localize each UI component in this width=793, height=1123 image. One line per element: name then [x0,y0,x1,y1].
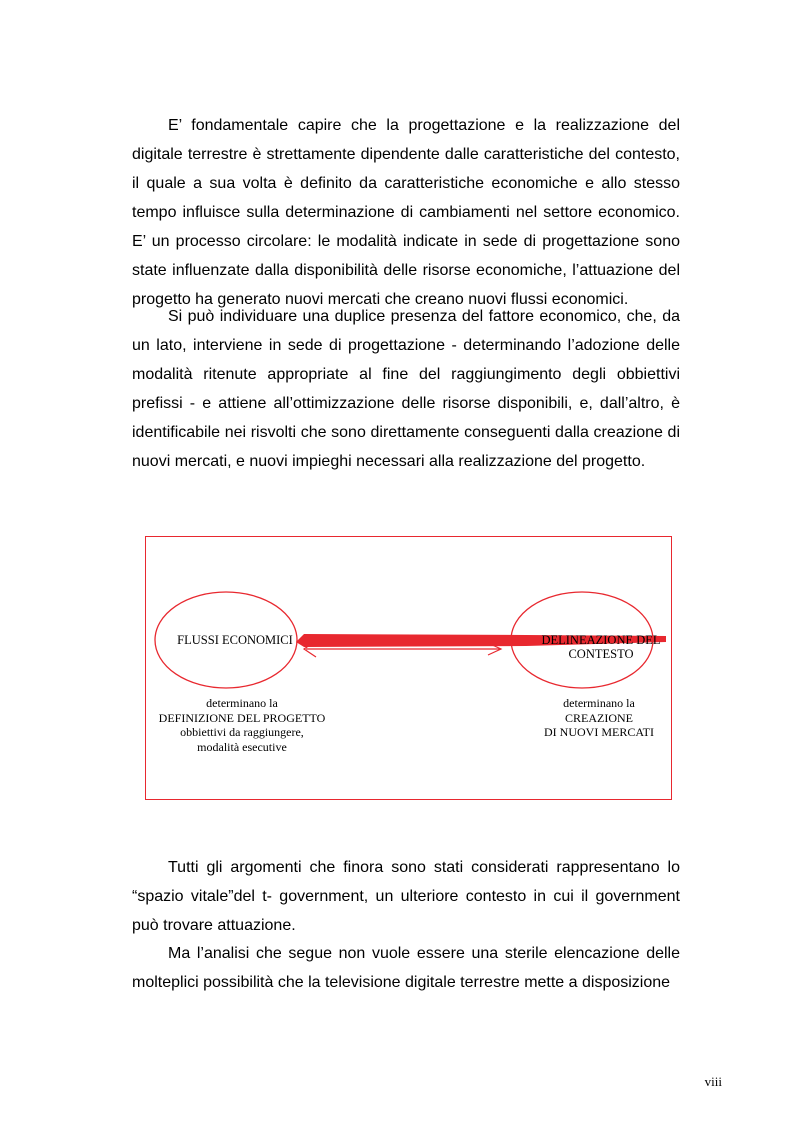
left-caption-line1: determinano la [206,696,278,710]
right-node-label-line1: DELINEAZIONE DEL [541,633,661,647]
left-caption-line4: modalità esecutive [197,739,287,754]
right-caption-line2: CREAZIONE [565,710,633,725]
right-caption-line3: DI NUOVI MERCATI [544,725,654,739]
left-node-label: FLUSSI ECONOMICI [177,633,293,647]
right-node-label-line2: CONTESTO [568,647,634,661]
left-caption [142,696,342,754]
paragraph-3: Tutti gli argomenti che finora sono stati considerati rappresentano lo “spazio vitale”del t- government, un ulteriore contesto in cui il government può trovare attuazione. [132,859,680,934]
left-caption-line3: obbiettivi da raggiungere, [180,725,304,739]
cycle-diagram [145,536,672,800]
right-caption-line1: determinano la [563,696,635,710]
paragraph-2: Si può individuare una duplice presenza del fattore economico, che, da un lato, interviene in sede di progettazione - determinando l’adozione delle modalità ritenute appropriate al fine del raggiungimento degli obbiettivi prefissi - e attiene all’ottimizzazione delle risorse disponibili, e, dall’altro, è identificabile nei risvolti che sono direttamente conseguenti dalla creazione di nuovi mercati, e nuovi impieghi necessari alla realizzazione del progetto. [132,308,680,470]
diagram-shapes [146,537,673,801]
right-caption [520,696,678,740]
left-caption-line2: DEFINIZIONE DEL PROGETTO [158,710,326,725]
right-node-label [536,633,666,661]
page-number: viii [704,1074,722,1089]
paragraph-1: E’ fondamentale capire che la progettazione e la realizzazione del digitale terrestre è strettamente dipendente dalle caratteristiche del contesto, il quale a sua volta è definito da caratteristiche economiche e allo stesso tempo influisce sulla determinazione di cambiamenti nel settore economico. E’ un processo circolare: le modalità indicate in sede di progettazione sono state influenzate dalla disponibilità delle risorse economiche, l’attuazione del progetto ha generato nuovi mercati che creano nuovi flussi economici. [132,117,680,308]
paragraph-4: Ma l’analisi che segue non vuole essere una sterile elencazione delle molteplici possibilità che la televisione digitale terrestre mette a disposizione [132,945,680,991]
